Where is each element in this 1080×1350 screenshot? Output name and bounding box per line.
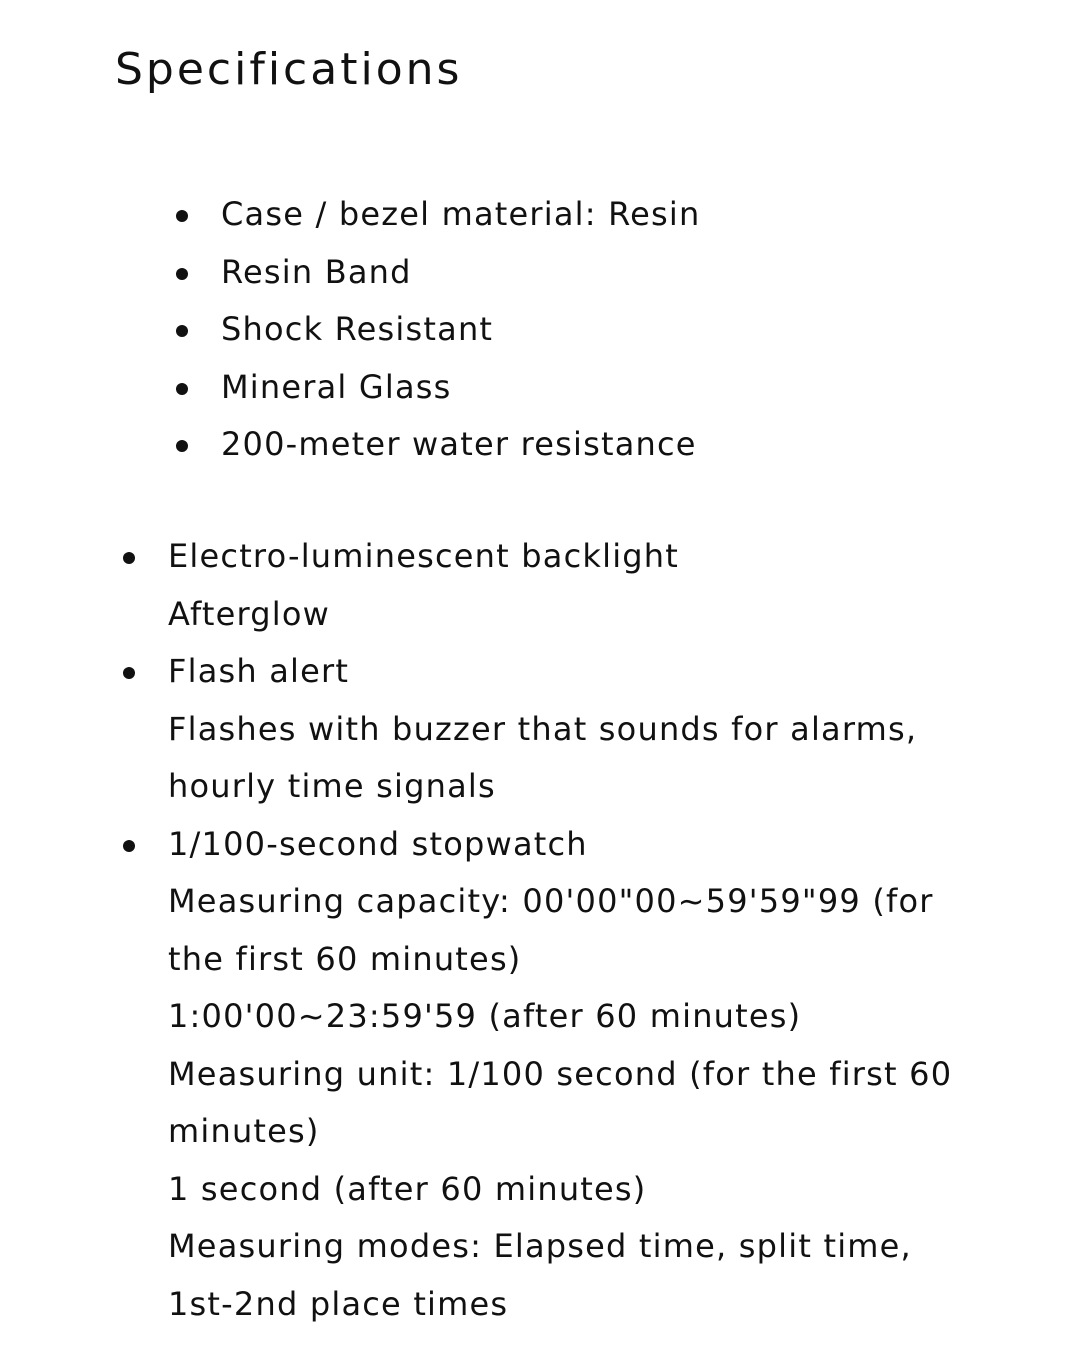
feature-detail: Measuring modes: Elapsed time, split time, [168,1227,912,1265]
spec-item [221,244,700,302]
primary-spec-list [221,186,700,474]
feature-item-backlight [168,528,983,643]
feature-item-flash-alert [168,643,983,816]
feature-detail: Measuring unit: 1/100 second (for the first 60 [168,1054,953,1093]
feature-heading: Electro-luminescent backlight [168,537,680,575]
feature-item-stopwatch [168,816,983,1334]
feature-detail: minutes) [168,1112,320,1150]
feature-heading: Flash alert [168,652,350,690]
spec-item [221,359,700,417]
feature-detail: 1:00'00~23:59'59 (after 60 minutes) [168,997,802,1035]
page-title: Specifications [115,44,463,95]
bullet-icon [176,268,188,280]
feature-detail: Afterglow [168,594,331,633]
bullet-icon [123,840,135,852]
spec-item-text: Mineral Glass [221,367,452,406]
bullet-icon [176,325,188,337]
bullet-icon [123,552,135,564]
bullet-icon [123,667,135,679]
feature-detail: Flashes with buzzer that sounds for alarms, [168,709,918,748]
feature-detail: the first 60 minutes) [168,939,522,978]
bullet-icon [176,383,188,395]
feature-heading: 1/100-second stopwatch [168,824,588,863]
feature-detail: 1 second (after 60 minutes) [168,1169,647,1208]
spec-item [221,416,700,474]
spec-item-text: Shock Resistant [221,310,494,348]
spec-item-text: 200-meter water resistance [221,425,697,463]
spec-item [221,186,700,244]
bullet-icon [176,440,188,452]
spec-item [221,301,700,359]
bullet-icon [176,210,188,222]
feature-detail: 1st-2nd place times [168,1284,509,1323]
feature-detail: Measuring capacity: 00'00"00~59'59"99 (for [168,882,934,920]
feature-detail: hourly time signals [168,767,496,805]
feature-list [168,528,983,1333]
spec-item-text: Case / bezel material: Resin [221,195,701,233]
spec-item-text: Resin Band [221,252,412,291]
